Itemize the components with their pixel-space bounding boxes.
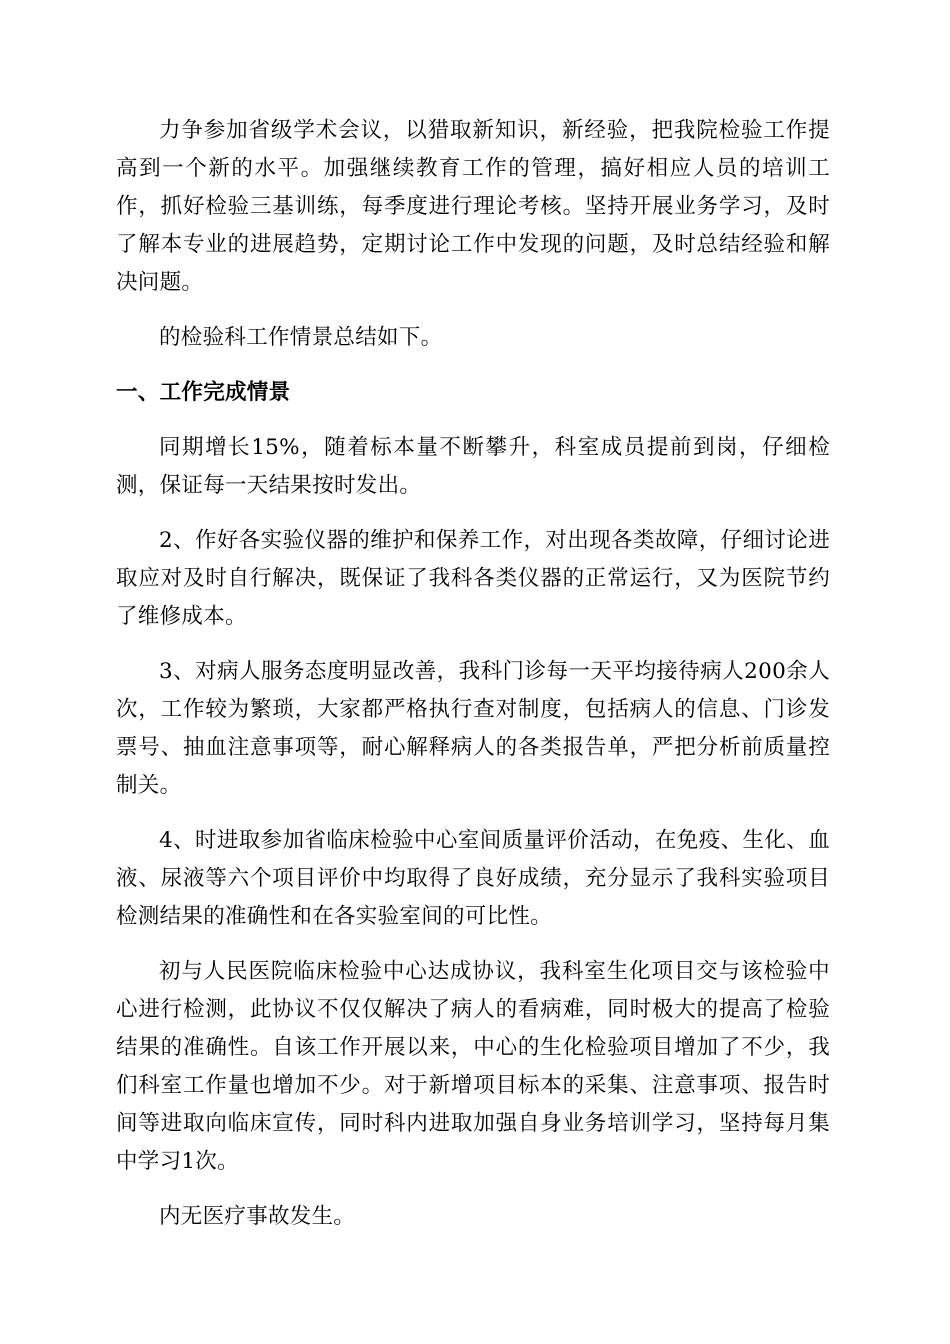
paragraph-patient-service: 3、对病人服务态度明显改善，我科门诊每一天平均接待病人200余人次，工作较为繁琐，大家都严格执行查对制度，包括病人的信息、门诊发票号、抽血注意事项等，耐心解释病人的各类报告单，严把分析前质量控制关。 <box>116 659 830 798</box>
paragraph-growth: 同期增长15%，随着标本量不断攀升，科室成员提前到岗，仔细检测，保证每一天结果按时发出。 <box>116 435 830 498</box>
paragraph-no-accidents: 内无医疗事故发生。 <box>159 1204 356 1229</box>
section-heading-work-completion: 一、工作完成情景 <box>116 380 291 405</box>
paragraph-continuing-education: 力争参加省级学术会议，以猎取新知识，新经验，把我院检验工作提高到一个新的水平。加强继续教育工作的管理，搞好相应人员的培训工作，抓好检验三基训练，每季度进行理论考核。坚持开展业务学习，及时了解本专业的进展趋势，定期讨论工作中发现的问题，及时总结经验和解决问题。 <box>116 118 830 295</box>
paragraph-summary-intro: 的检验科工作情景总结如下。 <box>159 325 443 350</box>
paragraph-instrument-maintenance: 2、作好各实验仪器的维护和保养工作，对出现各类故障，仔细讨论进取应对及时自行解决，既保证了我科各类仪器的正常运行，又为医院节约了维修成本。 <box>116 528 830 629</box>
paragraph-hospital-agreement: 初与人民医院临床检验中心达成协议，我科室生化项目交与该检验中心进行检测，此协议不仅仅解决了病人的看病难，同时极大的提高了检验结果的准确性。自该工作开展以来，中心的生化检验项目增加了不少，我们科室工作量也增加不少。对于新增项目标本的采集、注意事项、报告时间等进取向临床宣传，同时科内进取加强自身业务培训学习，坚持每月集中学习1次。 <box>116 959 830 1174</box>
paragraph-quality-evaluation: 4、时进取参加省临床检验中心室间质量评价活动，在免疫、生化、血液、尿液等六个项目评价中均取得了良好成绩，充分显示了我科实验项目检测结果的准确性和在各实验室间的可比性。 <box>116 828 830 929</box>
